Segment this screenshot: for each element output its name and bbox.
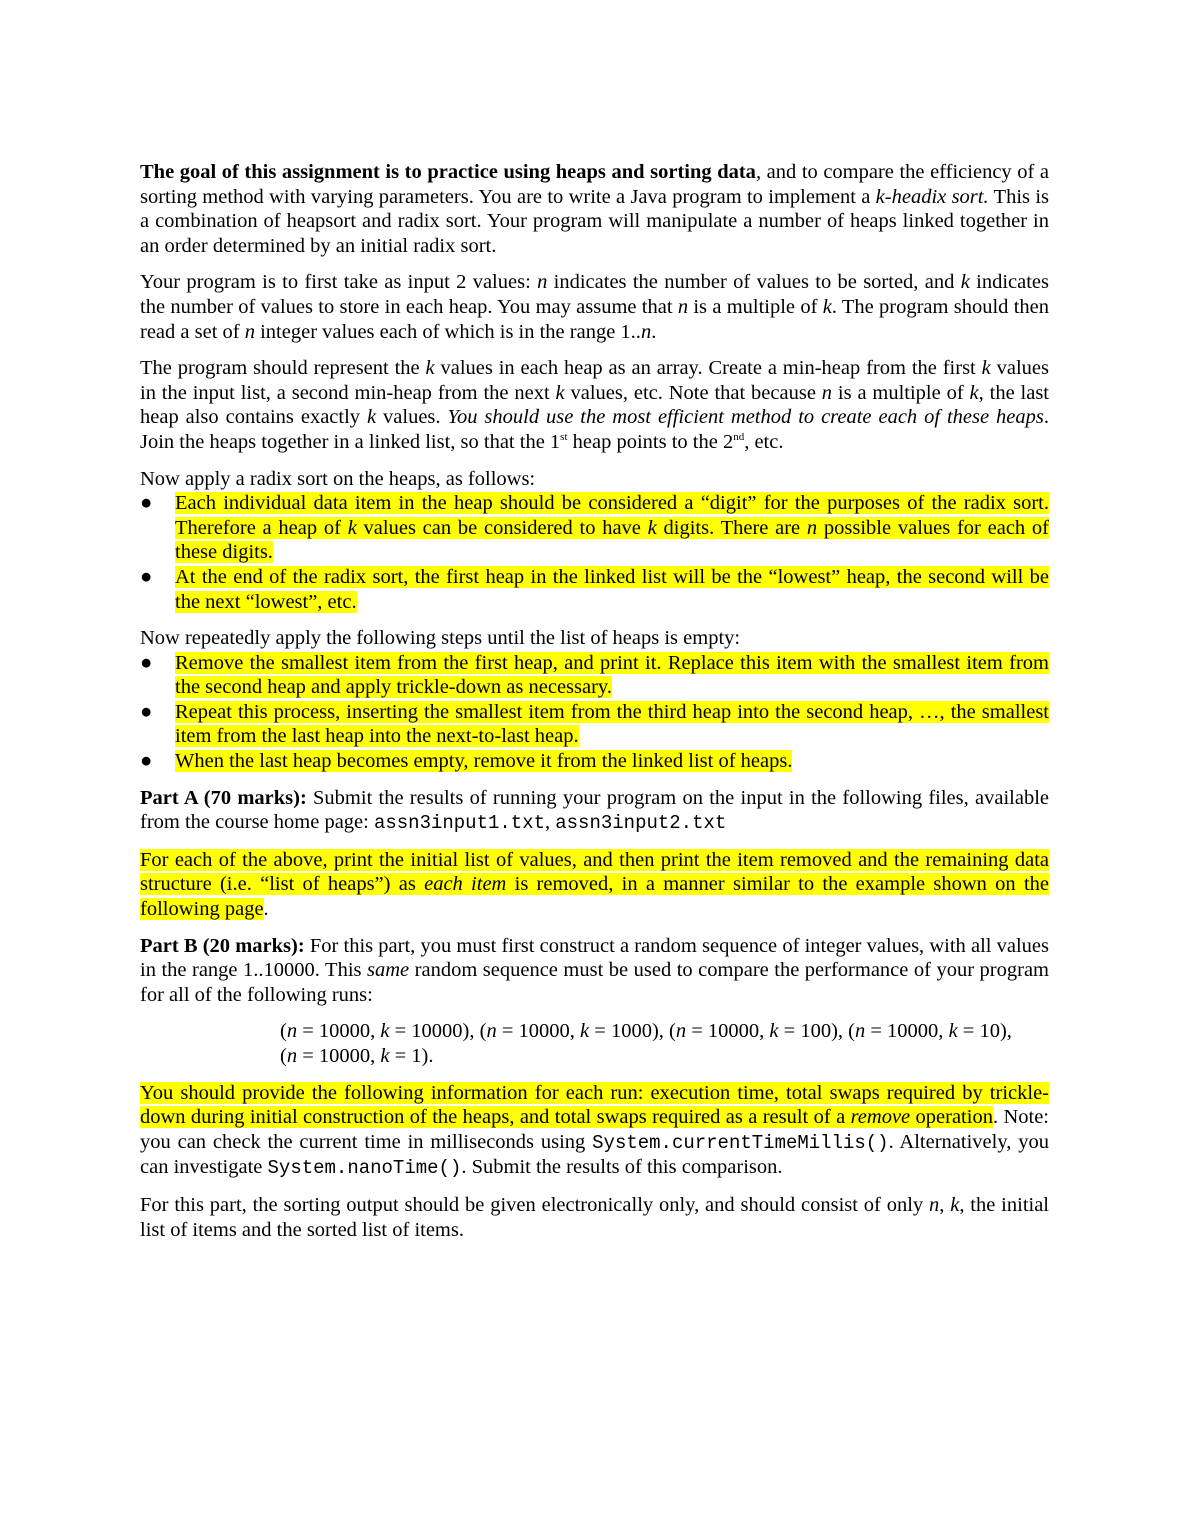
part-b-output-paragraph: For this part, the sorting output should be given electronically only, and should consist of only n, k, the initial list of items and the sorted list of items.	[140, 1193, 1050, 1241]
document-body	[140, 160, 1049, 1254]
intro-bold: The goal of this assignment is to practice using heaps and sorting data	[140, 161, 756, 183]
input-file-1: assn3input1.txt	[373, 812, 545, 835]
run-4: (n = 10000, k = 10),	[848, 1020, 1012, 1043]
part-a-heading: Part A (70 marks):	[140, 786, 307, 809]
steps-list	[140, 651, 1049, 774]
list-item: ● Repeat this process, inserting the smallest item from the third heap into the second heap, …, the smallest item from the last heap into the next-to-last heap.	[140, 700, 1049, 748]
heap-paragraph: The program should represent the k values in each heap as an array. Create a min-heap from the first k values in the input list, a second min-heap from the next k values, etc. Note that because n is a multiple of k, the last heap also contains exactly k values. You should use the most efficient method to create each of these heaps. Join the heaps together in a linked list, so that the 1st heap points to the 2nd, etc.	[140, 357, 1049, 453]
bullet-icon: ●	[140, 565, 153, 588]
list-item: ● Remove the smallest item from the first heap, and print it. Replace this item with the smallest item from the second heap and apply trickle-down as necessary.	[140, 651, 1049, 699]
part-b-paragraph: Part B (20 marks): For this part, you must first construct a random sequence of integer values, with all values in the range 1..10000. This same random sequence must be used to compare the performance of your program for all of the following runs:	[140, 934, 1050, 1006]
steps-intro: Now repeatedly apply the following steps until the list of heaps is empty:	[140, 627, 741, 650]
bullet-icon: ●	[140, 651, 153, 674]
part-b-info-paragraph: You should provide the following information for each run: execution time, total swaps required by trickle-down during initial construction of the heaps, and total swaps required as a result of a remove operation. Note: you can check the current time in milliseconds using System.currentTimeMillis(). Alternatively, you can investigate System.nanoTime(). Submit the results of this comparison.	[140, 1081, 1050, 1180]
run-2: (n = 10000, k = 1000),	[479, 1020, 670, 1043]
list-item: ● At the end of the radix sort, the first heap in the linked list will be the “lowest” heap, the second will be the next “lowest”, etc.	[140, 565, 1049, 613]
intro-paragraph: The goal of this assignment is to practice using heaps and sorting data, and to compare the efficiency of a sorting method with varying parameters. You are to write a Java program to implement a k-headix sort. This is a combination of heapsort and radix sort. Your program will manipulate a number of heaps linked together in an order determined by an initial radix sort.	[140, 161, 1050, 257]
runs-block	[140, 1019, 1049, 1068]
code-current-time-millis: System.currentTimeMillis()	[592, 1131, 889, 1154]
input-paragraph: Your program is to first take as input 2 values: n indicates the number of values to be sorted, and k indicates the number of values to store in each heap. You may assume that n is a multiple of k. The program should then read a set of n integer values each of which is in the range 1..n.	[140, 271, 1049, 343]
list-item: ● Each individual data item in the heap should be considered a “digit” for the purposes of the radix sort. Therefore a heap of k values can be considered to have k digits. There are n possible values for each of these digits.	[140, 492, 1049, 564]
part-a-output-paragraph: For each of the above, print the initial list of values, and then print the item removed and the remaining data structure (i.e. “list of heaps”) as each item is removed, in a manner similar to the example shown on the following page.	[140, 848, 1049, 921]
list-item: ● When the last heap becomes empty, remove it from the linked list of heaps.	[140, 750, 793, 773]
run-5: (n = 10000, k = 1).	[280, 1045, 434, 1067]
bullet-icon: ●	[140, 750, 153, 773]
radix-list	[140, 491, 1049, 614]
radix-intro: Now apply a radix sort on the heaps, as follows:	[140, 467, 536, 490]
run-3: (n = 10000, k = 100),	[669, 1020, 849, 1043]
run-1: (n = 10000, k = 10000),	[280, 1020, 480, 1043]
input-file-2: assn3input2.txt	[555, 812, 727, 835]
bullet-icon: ●	[140, 492, 153, 515]
part-b-heading: Part B (20 marks):	[140, 934, 305, 957]
bullet-icon: ●	[140, 700, 153, 723]
code-nano-time: System.nanoTime()	[267, 1157, 462, 1180]
part-a-paragraph: Part A (70 marks): Submit the results of running your program on the input in the following files, available from the course home page: assn3input1.txt, assn3input2.txt	[140, 786, 1049, 835]
